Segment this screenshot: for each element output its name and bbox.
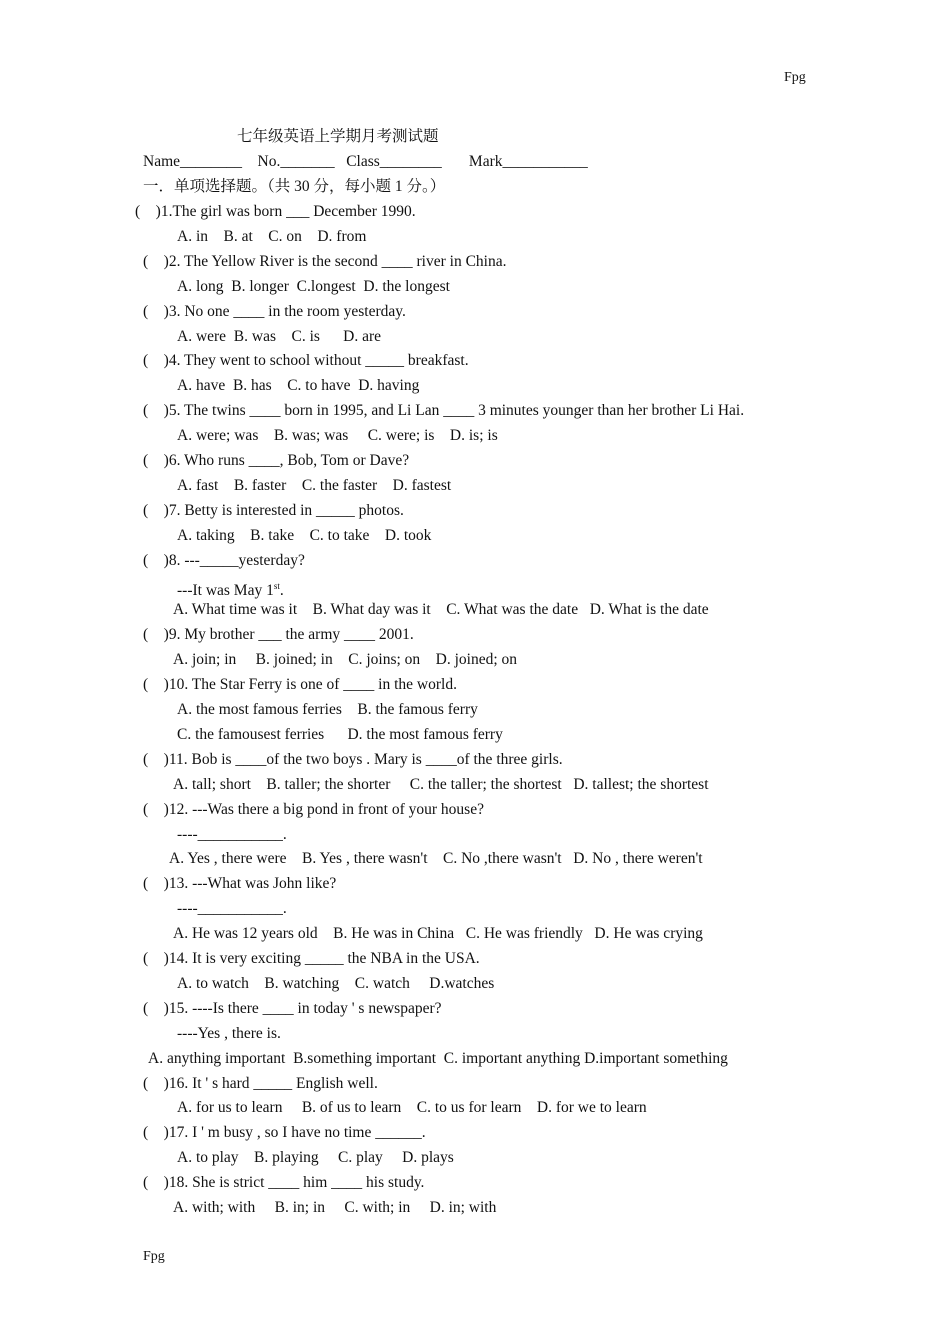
question-stem: ( )7. Betty is interested in _____ photos. (143, 501, 404, 519)
answer-options: A. tall; short B. taller; the shorter C. the taller; the shortest D. tallest; the shortest (173, 775, 709, 793)
superscript: st (273, 580, 280, 591)
answer-options: A. Yes , there were B. Yes , there wasn't C. No ,there wasn't D. No , there weren't (169, 850, 703, 868)
question-stem: ( )5. The twins ____ born in 1995, and Li Lan ____ 3 minutes younger than her brother Li Hai. (143, 402, 745, 420)
question-stem: ( )6. Who runs ____, Bob, Tom or Dave? (143, 452, 410, 469)
answer-options: A. fast B. faster C. the faster D. fastest (177, 476, 452, 494)
dialogue-line: ----___________. (177, 825, 287, 843)
answer-options: A. were; was B. was; was C. were; is D. is; is (177, 427, 498, 445)
answer-options: A. anything important B.something important C. important anything D.important something (148, 1049, 728, 1067)
answer-options: C. the famousest ferries D. the most famous ferry (177, 725, 503, 743)
answer-options: A. He was 12 years old B. He was in China C. He was friendly D. He was crying (173, 925, 703, 943)
question-stem: ( )12. ---Was there a big pond in front of your house? (143, 800, 484, 818)
answer-options: A. to play B. playing C. play D. plays (177, 1149, 454, 1167)
question-stem: ( )9. My brother ___ the army ____ 2001. (143, 626, 414, 644)
question-stem: ( )17. I ' m busy , so I have no time ______. (143, 1124, 426, 1142)
question-stem: ( )8. ---_____yesterday? (143, 551, 305, 569)
question-stem: ( )4. They went to school without _____ breakfast. (143, 352, 469, 370)
question-stem: ( )13. ---What was John like? (143, 875, 337, 893)
answer-text-end: . (279, 581, 284, 599)
student-info-line: Name________ No._______ Class________ Mark___________ (143, 153, 588, 170)
dialogue-line: ----___________. (177, 900, 287, 918)
question-stem: ( )1.The girl was born ___ December 1990. (135, 203, 416, 220)
answer-options: A. join; in B. joined; in C. joins; on D. joined; on (173, 651, 518, 669)
answer-options: A. for us to learn B. of us to learn C. to us for learn D. for we to learn (177, 1099, 647, 1117)
answer-options: A. taking B. take C. to take D. took (177, 526, 432, 544)
answer-options: A. were B. was C. is D. are (177, 327, 382, 345)
answer-options: A. with; with B. in; in C. with; in D. in; with (173, 1199, 497, 1216)
answer-options: A. the most famous ferries B. the famous ferry (177, 701, 478, 718)
section-heading: 一．单项选择题。（共 30 分，每小题 1 分。） (143, 178, 446, 195)
page-footer: Fpg (143, 1249, 165, 1264)
question-stem: ( )18. She is strict ____ him ____ his study. (143, 1174, 425, 1192)
answer-options: A. What time was it B. What day was it C. What was the date D. What is the date (173, 601, 709, 619)
dialogue-line: ----Yes , there is. (177, 1024, 281, 1042)
page-title: 七年级英语上学期月考测试题 (237, 128, 439, 145)
question-stem: ( )2. The Yellow River is the second ____ river in China. (143, 252, 507, 270)
page-header: Fpg (784, 70, 806, 85)
question-stem: ( )10. The Star Ferry is one of ____ in the world. (143, 676, 457, 694)
question-stem: ( )14. It is very exciting _____ the NBA in the USA. (143, 950, 480, 967)
answer-options: A. long B. longer C.longest D. the longest (177, 277, 450, 295)
answer-text: ---It was May 1 (177, 581, 274, 599)
question-stem: ( )3. No one ____ in the room yesterday. (143, 302, 406, 320)
answer-options: A. have B. has C. to have D. having (177, 377, 420, 395)
question-stem: ( )11. Bob is ____of the two boys . Mary is ____of the three girls. (143, 750, 563, 768)
answer-options: A. in B. at C. on D. from (177, 227, 367, 245)
question-stem: ( )15. ----Is there ____ in today ' s newspaper? (143, 999, 442, 1017)
answer-line (177, 576, 284, 601)
question-stem: ( )16. It ' s hard _____ English well. (143, 1074, 378, 1092)
answer-options: A. to watch B. watching C. watch D.watches (177, 974, 495, 992)
